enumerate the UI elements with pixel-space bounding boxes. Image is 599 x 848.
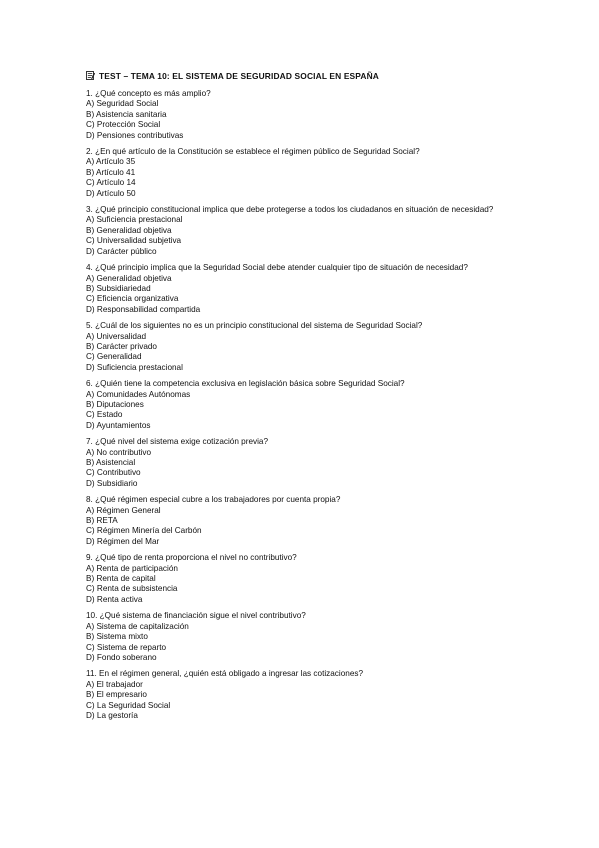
memo-icon: [86, 71, 95, 80]
answer-option: D) Renta activa: [86, 594, 143, 604]
answer-option: C) Protección Social: [86, 120, 161, 130]
answer-option: B) RETA: [86, 516, 118, 526]
answer-option: C) Generalidad: [86, 352, 142, 362]
question-text: 3. ¿Qué principio constitucional implica que debe protegerse a todos los ciudadanos en situación de necesidad?: [86, 205, 494, 215]
answer-option: B) Subsidiariedad: [86, 283, 151, 293]
answer-option: B) Asistencial: [86, 458, 136, 467]
answer-option: C) Eficiencia organizativa: [86, 294, 179, 304]
answer-option: A) Generalidad objetiva: [86, 273, 172, 283]
question-block: [86, 611, 599, 663]
answer-option: D) Subsidiario: [86, 478, 138, 488]
answer-option: A) El trabajador: [86, 679, 143, 689]
answer-option: A) Artículo 35: [86, 157, 136, 167]
answer-option: D) La gestoría: [86, 710, 138, 720]
document-title: TEST – TEMA 10: EL SISTEMA DE SEGURIDAD SOCIAL EN ESPAÑA: [99, 70, 380, 81]
question-text: 11. En el régimen general, ¿quién está obligado a ingresar las cotizaciones?: [86, 669, 364, 679]
answer-option: B) Artículo 41: [86, 167, 136, 177]
question-block: [86, 379, 599, 431]
answer-option: A) Seguridad Social: [86, 99, 159, 109]
answer-option: B) Asistencia sanitaria: [86, 109, 167, 119]
question-block: [86, 321, 599, 373]
answer-option: D) Pensiones contributivas: [86, 130, 184, 140]
question-block: [86, 147, 599, 199]
question-block: [86, 205, 599, 257]
answer-option: C) La Seguridad Social: [86, 700, 171, 710]
answer-option: D) Responsabilidad compartida: [86, 304, 201, 314]
answer-option: C) Contributivo: [86, 468, 141, 478]
answer-option: B) El empresario: [86, 690, 147, 700]
answer-option: A) Sistema de capitalización: [86, 621, 189, 631]
answer-option: A) No contributivo: [86, 447, 152, 457]
answer-option: C) Universalidad subjetiva: [86, 236, 182, 246]
question-block: [86, 263, 599, 315]
answer-option: C) Renta de subsistencia: [86, 584, 178, 594]
answer-option: D) Fondo soberano: [86, 652, 157, 662]
answer-option: A) Régimen General: [86, 505, 161, 515]
question-block: [86, 89, 599, 141]
question-text: 10. ¿Qué sistema de financiación sigue el nivel contributivo?: [86, 611, 306, 621]
question-text: 6. ¿Quién tiene la competencia exclusiva en legislación básica sobre Seguridad Social?: [86, 379, 405, 389]
answer-option: A) Suficiencia prestacional: [86, 215, 183, 225]
answer-option: A) Renta de participación: [86, 563, 178, 573]
answer-option: C) Sistema de reparto: [86, 642, 167, 652]
answer-option: C) Régimen Minería del Carbón: [86, 526, 202, 536]
question-list: [86, 89, 599, 721]
answer-option: A) Comunidades Autónomas: [86, 389, 191, 399]
question-text: 7. ¿Qué nivel del sistema exige cotización previa?: [86, 437, 269, 447]
question-text: 9. ¿Qué tipo de renta proporciona el nivel no contributivo?: [86, 553, 297, 563]
question-text: 1. ¿Qué concepto es más amplio?: [86, 89, 211, 98]
question-text: 4. ¿Qué principio implica que la Seguridad Social debe atender cualquier tipo de situación de necesidad?: [86, 263, 468, 273]
answer-option: B) Carácter privado: [86, 341, 157, 351]
answer-option: D) Carácter público: [86, 246, 157, 256]
answer-option: B) Sistema mixto: [86, 632, 148, 642]
answer-option: B) Diputaciones: [86, 399, 144, 409]
answer-option: D) Artículo 50: [86, 188, 136, 198]
question-text: 8. ¿Qué régimen especial cubre a los trabajadores por cuenta propia?: [86, 495, 341, 505]
question-block: [86, 437, 599, 489]
answer-option: D) Régimen del Mar: [86, 536, 160, 546]
question-text: 5. ¿Cuál de los siguientes no es un principio constitucional del sistema de Seguridad Social?: [86, 321, 423, 331]
question-block: [86, 553, 599, 605]
question-block: [86, 669, 599, 721]
question-block: [86, 495, 599, 547]
question-text: 2. ¿En qué artículo de la Constitución se establece el régimen público de Seguridad Social?: [86, 147, 420, 157]
answer-option: B) Renta de capital: [86, 574, 156, 584]
answer-option: D) Suficiencia prestacional: [86, 362, 183, 372]
answer-option: C) Estado: [86, 410, 123, 420]
answer-option: A) Universalidad: [86, 331, 147, 341]
answer-option: D) Ayuntamientos: [86, 420, 151, 430]
answer-option: B) Generalidad objetiva: [86, 225, 172, 235]
answer-option: C) Artículo 14: [86, 178, 136, 188]
document-title-row: [86, 70, 599, 81]
